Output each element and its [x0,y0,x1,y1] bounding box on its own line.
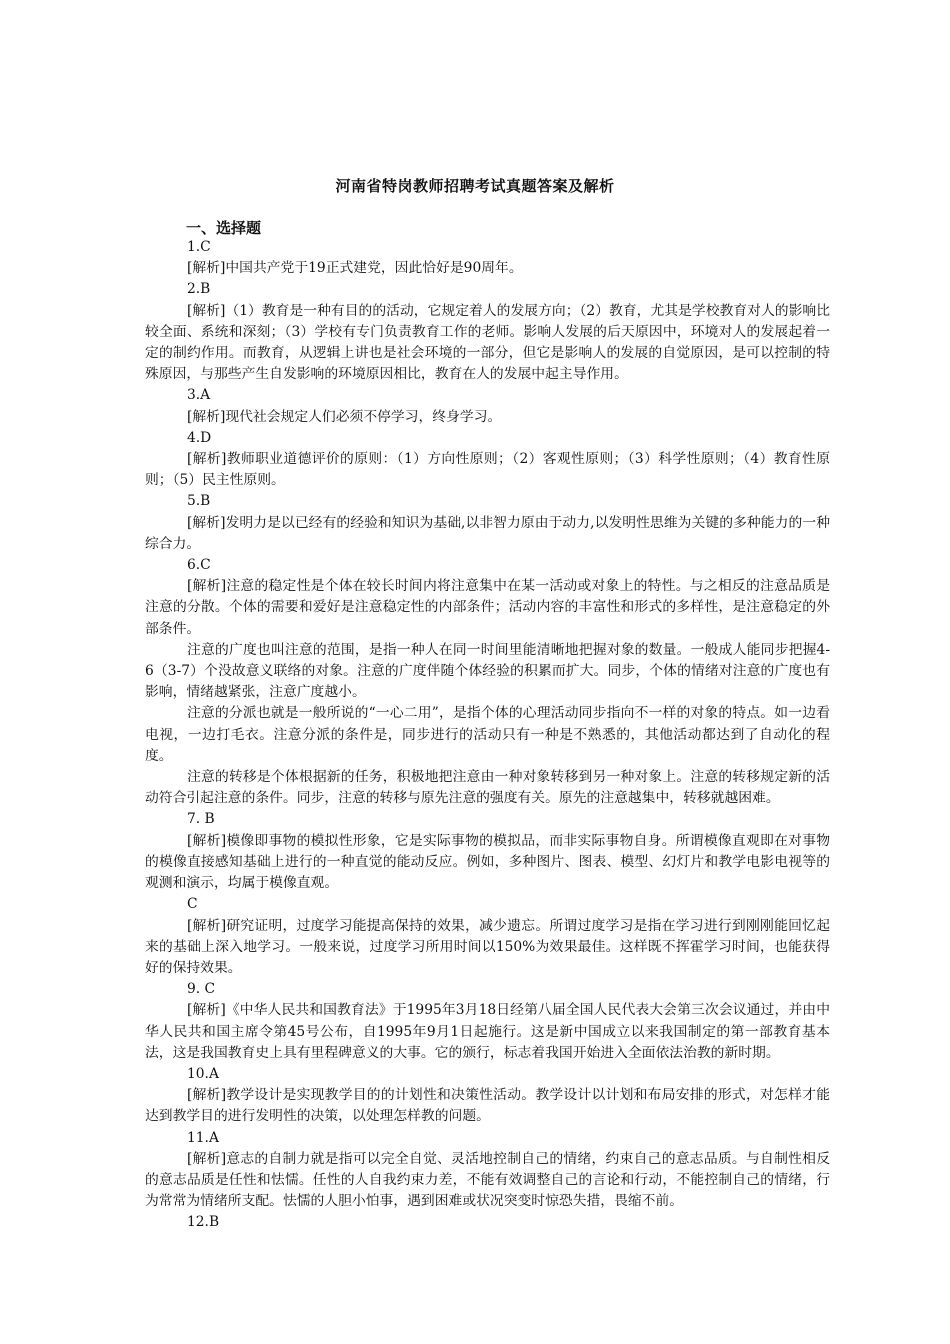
explanation-paragraph: [解析]模像即事物的模拟性形象，它是实际事物的模拟品，而非实际事物自身。所谓模像直观即在对事物的模像直接感知基础上进行的一种直觉的能动反应。例如，多种图片、图表、模型、幻灯片和教学电影电视等的观测和演示，均属于模像直观。 [145,832,830,892]
explanation-paragraph: [解析]中国共产党于19正式建党，因此恰好是90周年。 [187,260,523,277]
answer-key: 12.B [187,1214,220,1231]
explanation-paragraph: [解析]教学设计是实现教学目的的计划性和决策性活动。教学设计以计划和布局安排的形式，对怎样才能达到教学目的进行发明性的决策，以处理怎样教的问题。 [145,1087,830,1125]
answer-key: 7. B [187,811,215,828]
explanation-paragraph: [解析]教师职业道德评价的原则：（1）方向性原则；（2）客观性原则；（3）科学性原则；（4）教育性原则；（5）民主性原则。 [145,451,830,489]
explanation-paragraph: [解析]注意的稳定性是个体在较长时间内将注意集中在某一活动或对象上的特性。与之相反的注意品质是注意的分散。个体的需要和爱好是注意稳定性的内部条件；活动内容的丰富性和形式的多样性，是注意稳定的外部条件。 [145,578,830,637]
answer-key: 3.A [187,387,211,404]
answer-key: 6.C [187,557,211,574]
section-heading: 一、选择题 [186,219,262,237]
answer-key: 1.C [187,239,211,255]
answer-key: 10.A [187,1065,219,1082]
explanation-paragraph: 注意的分派也就是一般所说的“一心二用”，是指个体的心理活动同步指向不一样的对象的特点。如一边看电视，一边打毛衣。注意分派的条件是，同步进行的活动只有一种是不熟悉的，其他活动都达到了自动化的程度。 [145,705,830,764]
explanation-paragraph: [解析]研究证明，过度学习能提高保持的效果，减少遗忘。所谓过度学习是指在学习进行到刚刚能回忆起来的基础上深入地学习。一般来说，过度学习所用时间以150%为效果最佳。这样既不挥霍学习时间，也能获得好的保持效果。 [145,917,830,976]
answer-key: 4.D [187,429,212,446]
answer-key: 2.B [187,281,211,298]
answer-key: 5.B [187,493,211,510]
document-title: 河南省特岗教师招聘考试真题答案及解析 [335,177,615,195]
explanation-paragraph: 注意的广度也叫注意的范围，是指一种人在同一时间里能清晰地把握对象的数量。一般成人能同步把握4-6（3-7）个没故意义联络的对象。注意的广度伴随个体经验的积累而扩大。同步，个体的情绪对注意的广度也有影响，情绪越紧张，注意广度越小。 [145,641,830,701]
explanation-paragraph: [解析]意志的自制力就是指可以完全自觉、灵活地控制自己的情绪，约束自己的意志品质。与自制性相反的意志品质是任性和怯懦。任性的人自我约束力差，不能有效调整自己的言论和行动，不能控制自己的情绪，行为常常为情绪所支配。怯懦的人胆小怕事，遇到困难或状况突变时惊恐失措，畏缩不前。 [145,1150,830,1210]
explanation-paragraph: [解析]现代社会规定人们必须不停学习，终身学习。 [187,408,502,425]
explanation-paragraph: [解析]发明力是以已经有的经验和知识为基础,以非智力原由于动力,以发明性思维为关键的多种能力的一种综合力。 [145,514,830,552]
document-body [145,237,830,1234]
explanation-paragraph: [解析]（1）教育是一种有目的的活动，它规定着人的发展方向；（2）教育，尤其是学校教育对人的影响比较全面、系统和深刻；（3）学校有专门负责教育工作的老师。影响人发展的后天原因中，环境对人的发展起着一定的制约作用。而教育，从逻辑上讲也是社会环境的一部分，但它是影响人的发展的自觉原因，是可以控制的特殊原因，与那些产生自发影响的环境原因相比，教育在人的发展中起主导作用。 [145,302,830,383]
explanation-paragraph: [解析]《中华人民共和国教育法》于1995年3月18日经第八届全国人民代表大会第三次会议通过，并由中华人民共和国主席令第45号公布，自1995年9月1日起施行。这是新中国成立以来我国制定的第一部教育基本法，这是我国教育史上具有里程碑意义的大事。它的颁行，标志着我国开始进入全面依法治教的新时期。 [145,1002,830,1061]
answer-key: 11.A [187,1129,219,1146]
explanation-paragraph: 注意的转移是个体根据新的任务，积极地把注意由一种对象转移到另一种对象上。注意的转移规定新的活动符合引起注意的条件。同步，注意的转移与原先注意的强度有关。原先的注意越集中，转移就越困难。 [145,769,830,807]
answer-key: C [187,896,198,913]
answer-key: 9. C [187,981,216,998]
